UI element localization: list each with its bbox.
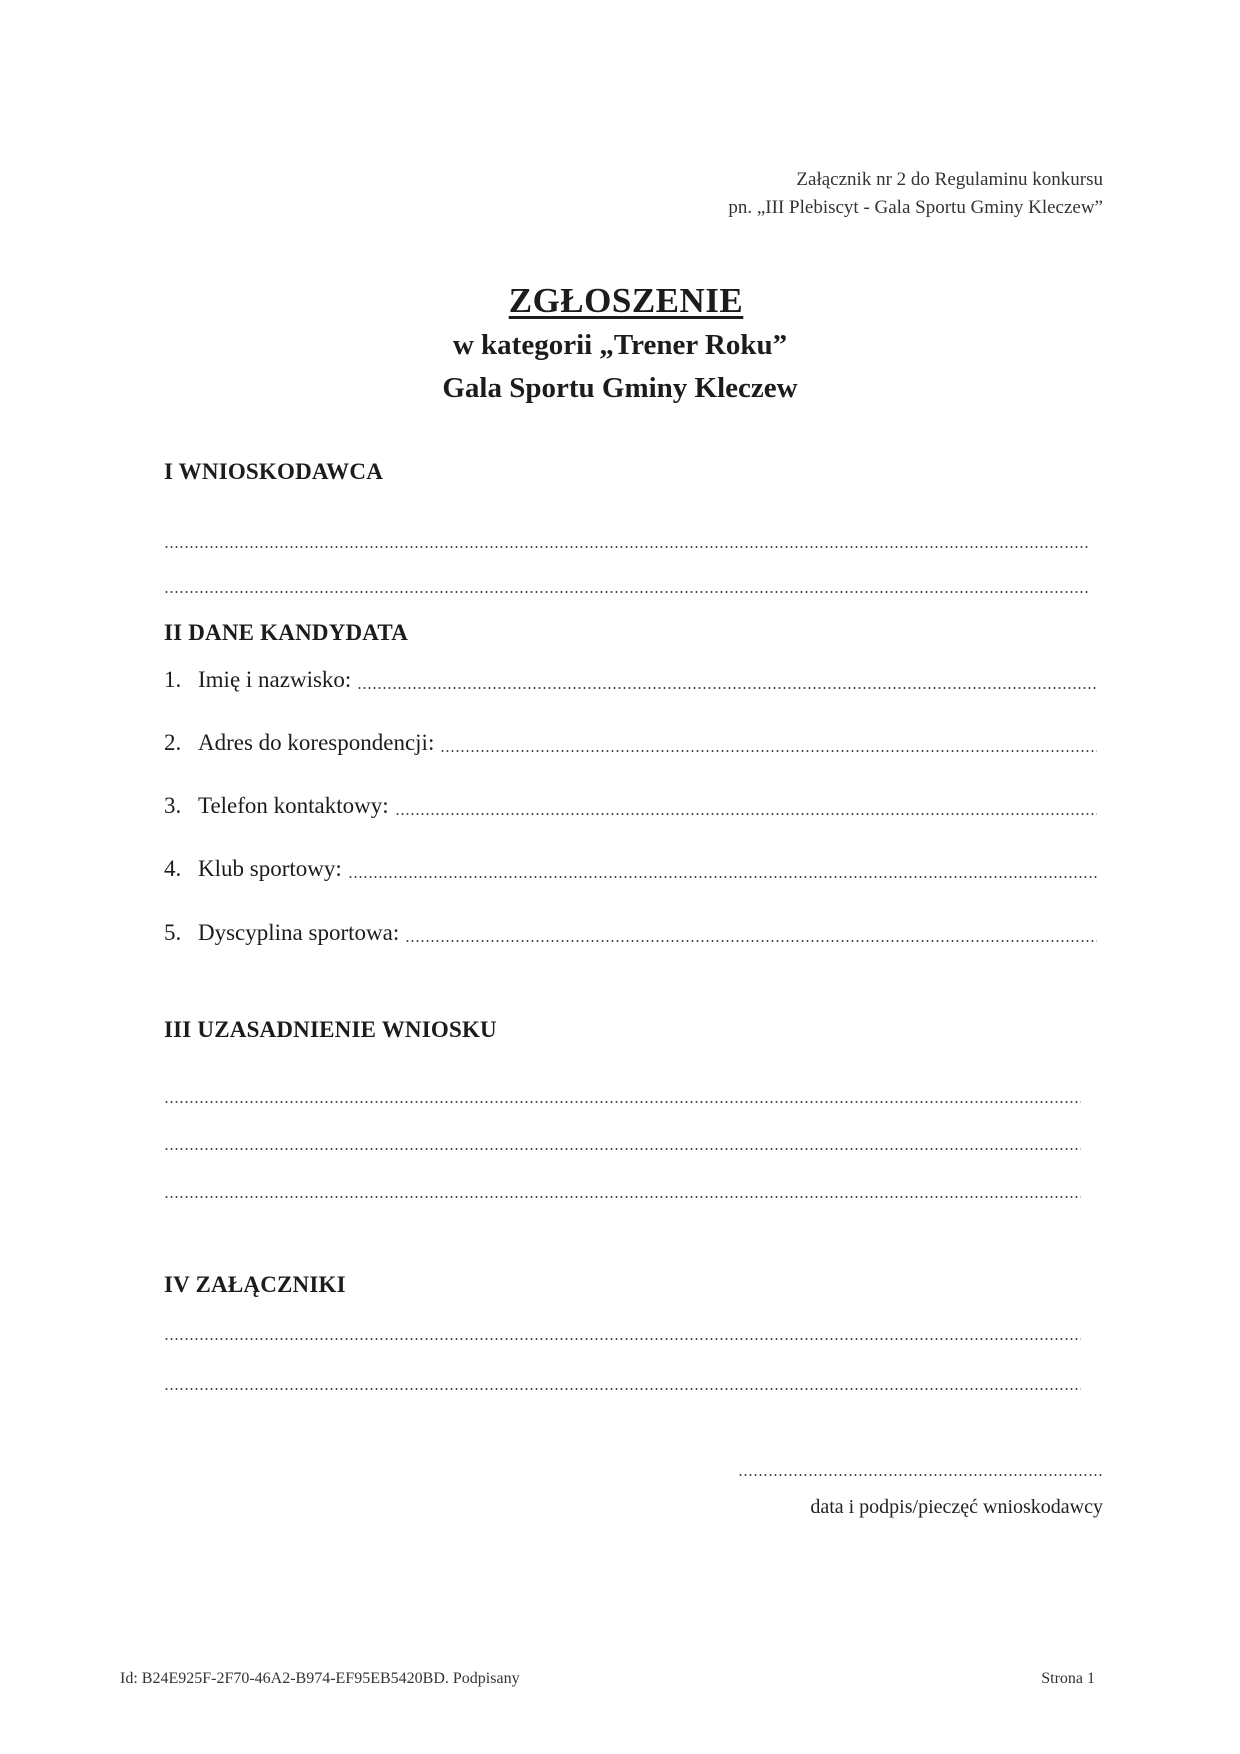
field-number: 5. xyxy=(164,920,182,945)
justification-line-2[interactable] xyxy=(164,1148,1081,1150)
section-justification-heading: III UZASADNIENIE WNIOSKU xyxy=(164,1017,497,1042)
club-fill-line[interactable] xyxy=(348,876,1097,878)
candidate-field-phone[interactable] xyxy=(164,791,1097,821)
section-candidate-heading: II DANE KANDYDATA xyxy=(164,620,409,645)
attachments-line-2[interactable] xyxy=(164,1388,1081,1390)
field-number: 2. xyxy=(164,730,182,755)
signature-caption: data i podpis/pieczęć wnioskodawcy xyxy=(810,1496,1103,1518)
section-attachments-heading: IV ZAŁĄCZNIKI xyxy=(164,1272,346,1297)
justification-line-1[interactable] xyxy=(164,1101,1081,1103)
candidate-field-name[interactable] xyxy=(164,665,1097,695)
applicant-line-2[interactable] xyxy=(164,591,1090,593)
category-subtitle: w kategorii „Trener Roku” xyxy=(452,329,788,361)
event-subtitle: Gala Sportu Gminy Kleczew xyxy=(442,372,798,404)
title-block xyxy=(0,278,1240,410)
document-title: ZGŁOSZENIE xyxy=(508,281,744,320)
address-fill-line[interactable] xyxy=(440,750,1097,752)
field-label: Telefon kontaktowy: xyxy=(198,793,389,818)
candidate-field-discipline[interactable] xyxy=(164,918,1097,948)
document-id: Id: B24E925F-2F70-46A2-B974-EF95EB5420BD. Podpisany xyxy=(120,1670,520,1687)
field-number: 3. xyxy=(164,793,182,818)
attachments-line-1[interactable] xyxy=(164,1338,1081,1340)
signature-line[interactable] xyxy=(738,1474,1103,1476)
name-fill-line[interactable] xyxy=(357,687,1097,689)
field-label: Adres do korespondencji: xyxy=(198,730,435,755)
page-number: Strona 1 xyxy=(1041,1670,1095,1687)
field-number: 1. xyxy=(164,667,182,692)
justification-line-3[interactable] xyxy=(164,1196,1081,1198)
attachment-note-line2: pn. „III Plebiscyt - Gala Sportu Gminy Kleczew” xyxy=(728,197,1103,218)
signature-block xyxy=(738,1474,1103,1519)
field-label: Imię i nazwisko: xyxy=(198,667,352,692)
attachment-note xyxy=(728,166,1103,222)
applicant-line-1[interactable] xyxy=(164,546,1090,548)
attachment-note-line1: Załącznik nr 2 do Regulaminu konkursu xyxy=(796,169,1103,190)
field-label: Dyscyplina sportowa: xyxy=(198,920,400,945)
candidate-field-club[interactable] xyxy=(164,854,1097,884)
phone-fill-line[interactable] xyxy=(395,813,1097,815)
field-label: Klub sportowy: xyxy=(198,856,342,881)
discipline-fill-line[interactable] xyxy=(405,940,1097,942)
candidate-field-address[interactable] xyxy=(164,728,1097,758)
section-applicant-heading: I WNIOSKODAWCA xyxy=(164,459,383,484)
field-number: 4. xyxy=(164,856,182,881)
